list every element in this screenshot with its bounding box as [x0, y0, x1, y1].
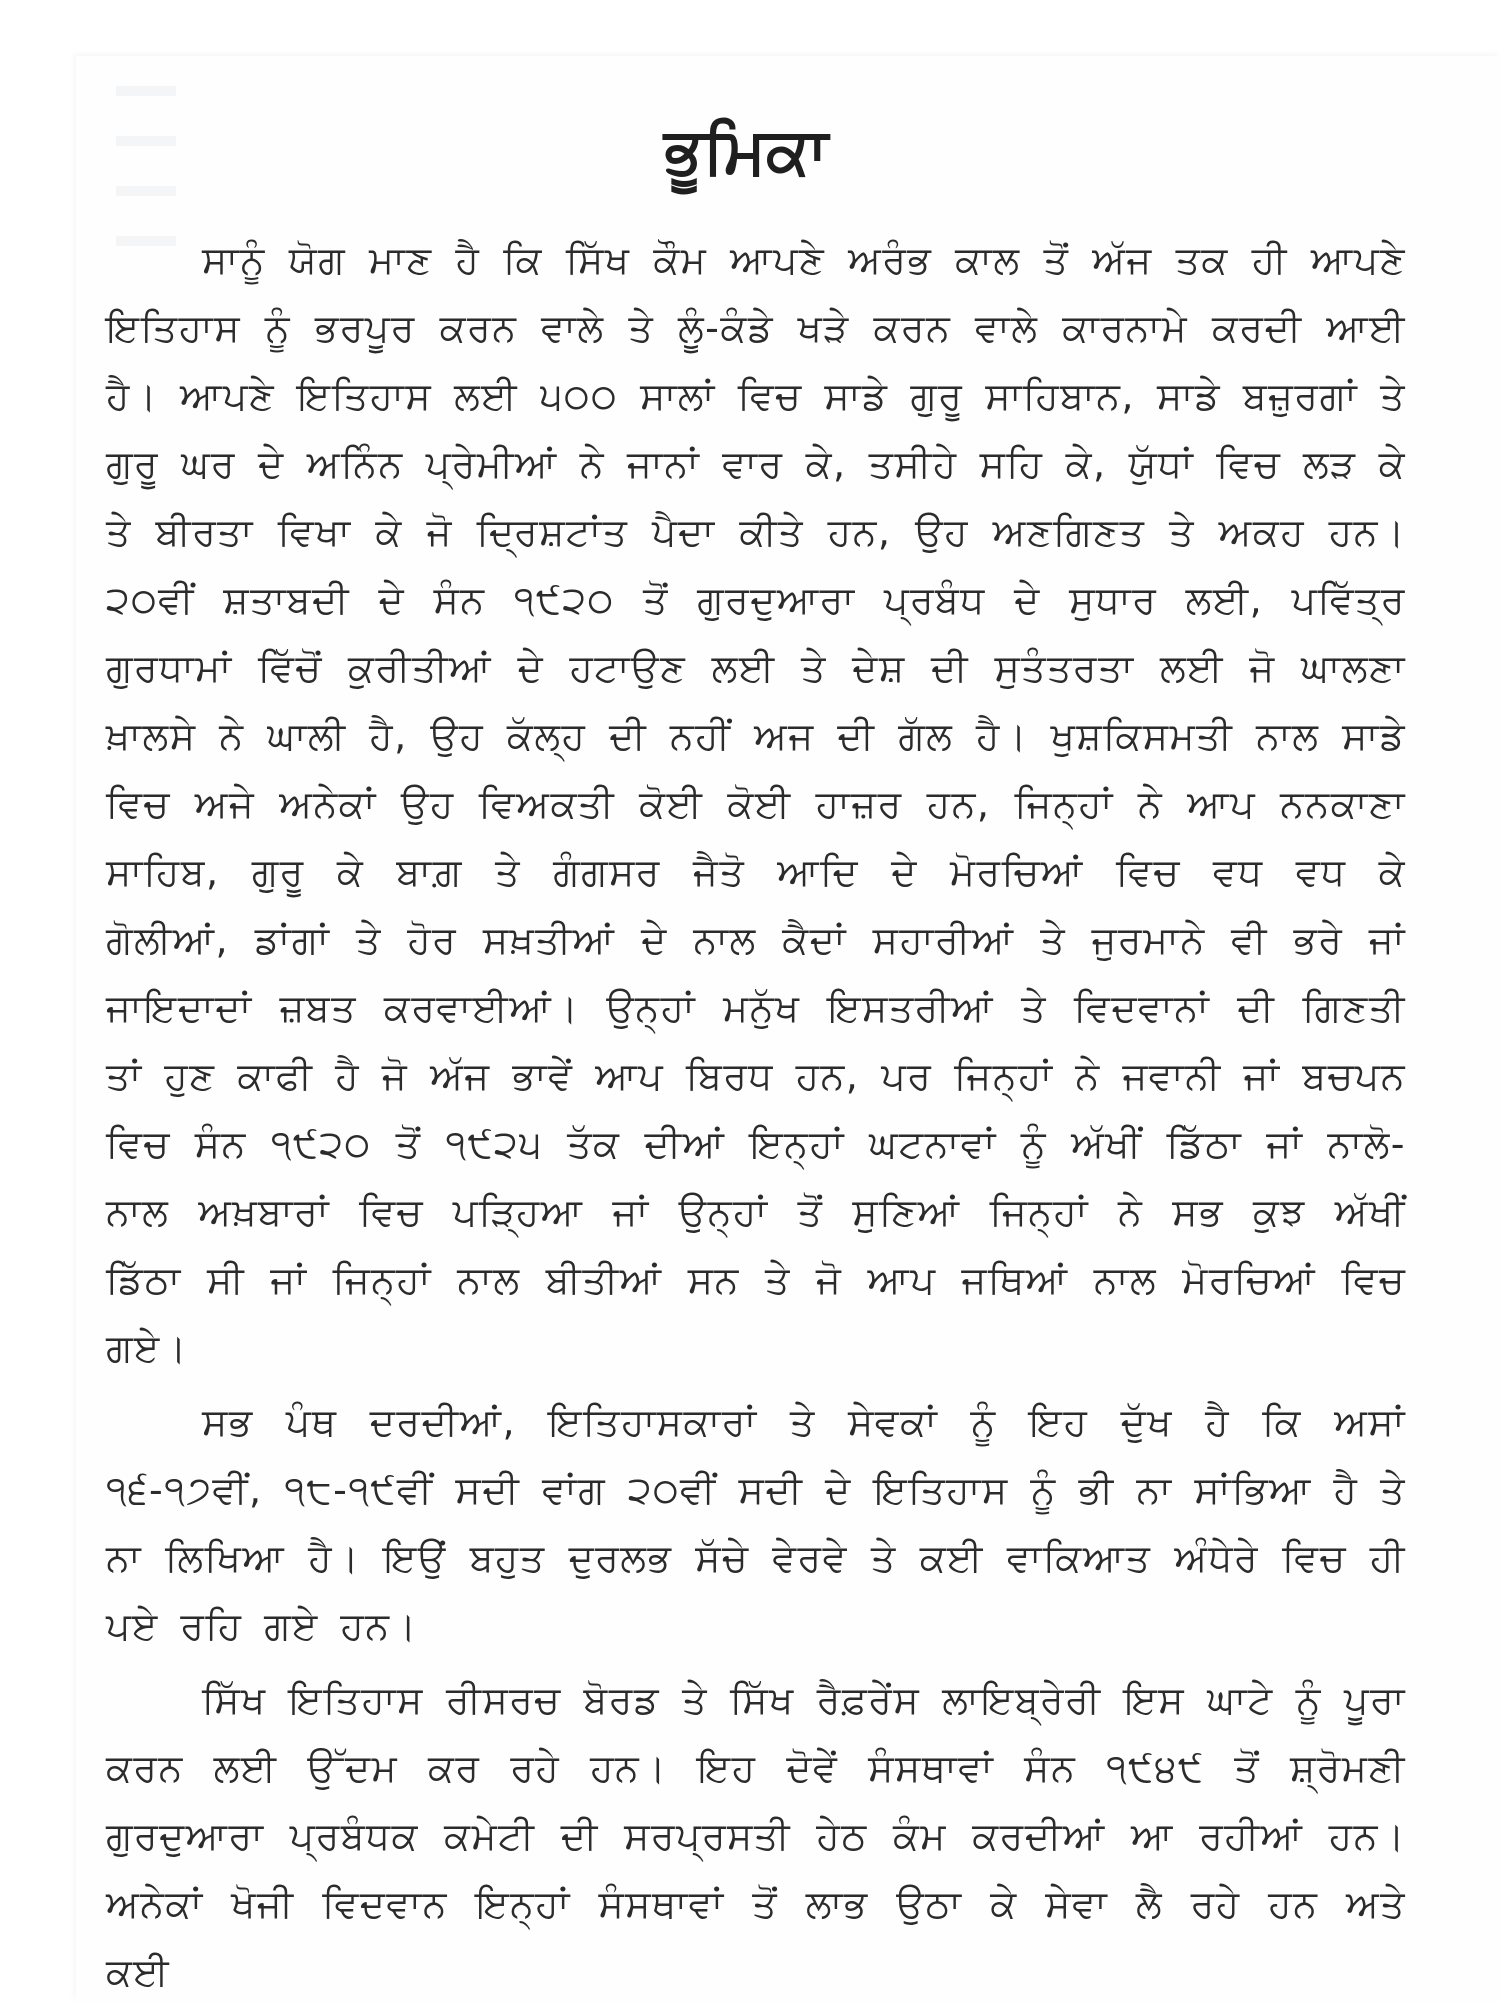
paragraph-2: ਸਭ ਪੰਥ ਦਰਦੀਆਂ, ਇਤਿਹਾਸਕਾਰਾਂ ਤੇ ਸੇਵਕਾਂ ਨੂੰ ਇਹ ਦੁੱਖ ਹੈ ਕਿ ਅਸਾਂ ੧੬-੧੭ਵੀਂ, ੧੮-੧੯ਵੀਂ ਸਦੀ ਵਾਂਗ ੨੦ਵੀਂ ਸਦੀ ਦੇ ਇਤਿਹਾਸ ਨੂੰ ਭੀ ਨਾ ਸਾਂਭਿਆ ਹੈ ਤੇ ਨਾ ਲਿਖਿਆ ਹੈ। ਇਉਂ ਬਹੁਤ ਦੁਰਲਭ ਸੱਚੇ ਵੇਰਵੇ ਤੇ ਕਈ ਵਾਕਿਆਤ ਅੰਧੇਰੇ ਵਿਚ ਹੀ ਪਏ ਰਹਿ ਗਏ ਹਨ।	[106, 1400, 1406, 1648]
body-text	[106, 226, 1406, 2012]
paragraph-3: ਸਿੱਖ ਇਤਿਹਾਸ ਰੀਸਰਚ ਬੋਰਡ ਤੇ ਸਿੱਖ ਰੈਫ਼ਰੇਂਸ ਲਾਇਬ੍ਰੇਰੀ ਇਸ ਘਾਟੇ ਨੂੰ ਪੂਰਾ ਕਰਨ ਲਈ ਉੱਦਮ ਕਰ ਰਹੇ ਹਨ। ਇਹ ਦੋਵੇਂ ਸੰਸਥਾਵਾਂ ਸੰਨ ੧੯੪੯ ਤੋਂ ਸ਼੍ਰੋਮਣੀ ਗੁਰਦੁਆਰਾ ਪ੍ਰਬੰਧਕ ਕਮੇਟੀ ਦੀ ਸਰਪ੍ਰਸਤੀ ਹੇਠ ਕੰਮ ਕਰਦੀਆਂ ਆ ਰਹੀਆਂ ਹਨ। ਅਨੇਕਾਂ ਖੋਜੀ ਵਿਦਵਾਨ ਇਨ੍ਹਾਂ ਸੰਸਥਾਵਾਂ ਤੋਂ ਲਾਭ ਉਠਾ ਕੇ ਸੇਵਾ ਲੈ ਰਹੇ ਹਨ ਅਤੇ ਕਈ	[106, 1678, 1406, 1994]
book-page	[76, 56, 1500, 2000]
paragraph-1: ਸਾਨੂੰ ਯੋਗ ਮਾਣ ਹੈ ਕਿ ਸਿੱਖ ਕੌਮ ਆਪਣੇ ਅਰੰਭ ਕਾਲ ਤੋਂ ਅੱਜ ਤਕ ਹੀ ਆਪਣੇ ਇਤਿਹਾਸ ਨੂੰ ਭਰਪੂਰ ਕਰਨ ਵਾਲੇ ਤੇ ਲੂੰ-ਕੰਡੇ ਖੜੇ ਕਰਨ ਵਾਲੇ ਕਾਰਨਾਮੇ ਕਰਦੀ ਆਈ ਹੈ। ਆਪਣੇ ਇਤਿਹਾਸ ਲਈ ੫੦੦ ਸਾਲਾਂ ਵਿਚ ਸਾਡੇ ਗੁਰੂ ਸਾਹਿਬਾਨ, ਸਾਡੇ ਬਜ਼ੁਰਗਾਂ ਤੇ ਗੁਰੂ ਘਰ ਦੇ ਅਨਿੰਨ ਪ੍ਰੇਮੀਆਂ ਨੇ ਜਾਨਾਂ ਵਾਰ ਕੇ, ਤਸੀਹੇ ਸਹਿ ਕੇ, ਯੁੱਧਾਂ ਵਿਚ ਲੜ ਕੇ ਤੇ ਬੀਰਤਾ ਵਿਖਾ ਕੇ ਜੋ ਦ੍ਰਿਸ਼ਟਾਂਤ ਪੈਦਾ ਕੀਤੇ ਹਨ, ਉਹ ਅਣਗਿਣਤ ਤੇ ਅਕਹ ਹਨ। ੨੦ਵੀਂ ਸ਼ਤਾਬਦੀ ਦੇ ਸੰਨ ੧੯੨੦ ਤੋਂ ਗੁਰਦੁਆਰਾ ਪ੍ਰਬੰਧ ਦੇ ਸੁਧਾਰ ਲਈ, ਪਵਿੱਤ੍ਰ ਗੁਰਧਾਮਾਂ ਵਿੱਚੋਂ ਕੁਰੀਤੀਆਂ ਦੇ ਹਟਾਉਣ ਲਈ ਤੇ ਦੇਸ਼ ਦੀ ਸੁਤੰਤਰਤਾ ਲਈ ਜੋ ਘਾਲਣਾ ਖ਼ਾਲਸੇ ਨੇ ਘਾਲੀ ਹੈ, ਉਹ ਕੱਲ੍ਹ ਦੀ ਨਹੀਂ ਅਜ ਦੀ ਗੱਲ ਹੈ। ਖੁਸ਼ਕਿਸਮਤੀ ਨਾਲ ਸਾਡੇ ਵਿਚ ਅਜੇ ਅਨੇਕਾਂ ਉਹ ਵਿਅਕਤੀ ਕੋਈ ਕੋਈ ਹਾਜ਼ਰ ਹਨ, ਜਿਨ੍ਹਾਂ ਨੇ ਆਪ ਨਨਕਾਣਾ ਸਾਹਿਬ, ਗੁਰੂ ਕੇ ਬਾਗ਼ ਤੇ ਗੰਗਸਰ ਜੈਤੋ ਆਦਿ ਦੇ ਮੋਰਚਿਆਂ ਵਿਚ ਵਧ ਵਧ ਕੇ ਗੋਲੀਆਂ, ਡਾਂਗਾਂ ਤੇ ਹੋਰ ਸਖ਼ਤੀਆਂ ਦੇ ਨਾਲ ਕੈਦਾਂ ਸਹਾਰੀਆਂ ਤੇ ਜੁਰਮਾਨੇ ਵੀ ਭਰੇ ਜਾਂ ਜਾਇਦਾਦਾਂ ਜ਼ਬਤ ਕਰਵਾਈਆਂ। ਉਨ੍ਹਾਂ ਮਨੁੱਖ ਇਸਤਰੀਆਂ ਤੇ ਵਿਦਵਾਨਾਂ ਦੀ ਗਿਣਤੀ ਤਾਂ ਹੁਣ ਕਾਫੀ ਹੈ ਜੋ ਅੱਜ ਭਾਵੇਂ ਆਪ ਬਿਰਧ ਹਨ, ਪਰ ਜਿਨ੍ਹਾਂ ਨੇ ਜਵਾਨੀ ਜਾਂ ਬਚਪਨ ਵਿਚ ਸੰਨ ੧੯੨੦ ਤੋਂ ੧੯੨੫ ਤੱਕ ਦੀਆਂ ਇਨ੍ਹਾਂ ਘਟਨਾਵਾਂ ਨੂੰ ਅੱਖੀਂ ਡਿੱਠਾ ਜਾਂ ਨਾਲੋ-ਨਾਲ ਅਖ਼ਬਾਰਾਂ ਵਿਚ ਪੜ੍ਹਿਆ ਜਾਂ ਉਨ੍ਹਾਂ ਤੋਂ ਸੁਣਿਆਂ ਜਿਨ੍ਹਾਂ ਨੇ ਸਭ ਕੁਝ ਅੱਖੀਂ ਡਿੱਠਾ ਸੀ ਜਾਂ ਜਿਨ੍ਹਾਂ ਨਾਲ ਬੀਤੀਆਂ ਸਨ ਤੇ ਜੋ ਆਪ ਜਥਿਆਂ ਨਾਲ ਮੋਰਚਿਆਂ ਵਿਚ ਗਏ।	[106, 238, 1406, 1370]
page-title: ਭੂਮਿਕਾ	[664, 114, 828, 189]
